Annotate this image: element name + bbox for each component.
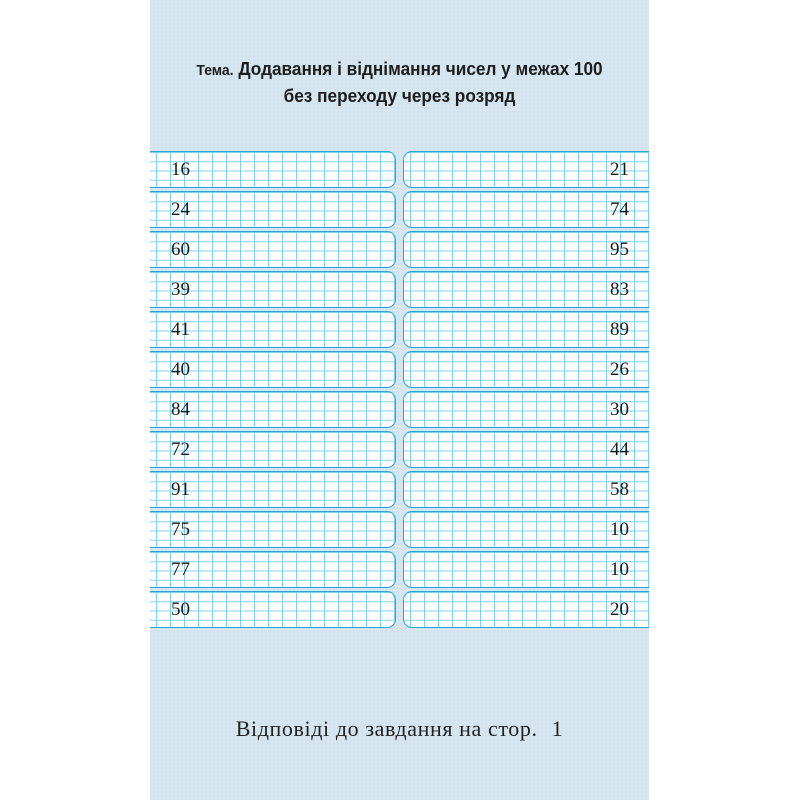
answer-row: [150, 431, 649, 468]
right-answer-number: 10: [610, 519, 629, 540]
right-answer-box: [403, 231, 649, 268]
right-answer-number: 10: [610, 559, 629, 580]
answer-row: [150, 391, 649, 428]
title-line-1: [167, 56, 631, 83]
left-answer-box: [150, 191, 396, 228]
answer-row: [150, 351, 649, 388]
worksheet-page: [150, 0, 649, 800]
right-answer-box: [403, 511, 649, 548]
answers-label: Відповіді до завдання на стор.: [235, 716, 538, 741]
left-answer-number: 24: [171, 199, 190, 220]
left-answer-box: [150, 311, 396, 348]
right-answer-box: [403, 391, 649, 428]
left-answer-box: [150, 591, 396, 628]
left-answer-number: 39: [171, 279, 190, 300]
left-answer-box: [150, 551, 396, 588]
right-answer-box: [403, 591, 649, 628]
left-answer-box: [150, 151, 396, 188]
left-answer-number: 60: [171, 239, 190, 260]
answer-row: [150, 151, 649, 188]
answer-row: [150, 591, 649, 628]
left-answer-number: 41: [171, 319, 190, 340]
left-answer-box: [150, 431, 396, 468]
right-answer-number: 74: [610, 199, 629, 220]
left-answer-number: 50: [171, 599, 190, 620]
left-answer-number: 16: [171, 159, 190, 180]
right-answer-number: 58: [610, 479, 629, 500]
title-line-2: без переходу через розряд: [283, 85, 516, 106]
answer-row: [150, 511, 649, 548]
right-answer-number: 26: [610, 359, 629, 380]
left-answer-number: 72: [171, 439, 190, 460]
left-answer-number: 75: [171, 519, 190, 540]
answer-row: [150, 191, 649, 228]
right-answer-number: 20: [610, 599, 629, 620]
left-answer-box: [150, 391, 396, 428]
right-answer-box: [403, 311, 649, 348]
title-text: Додавання і віднімання чисел у межах 100: [238, 58, 603, 79]
answers-page-number: 1: [551, 716, 564, 741]
right-answer-box: [403, 551, 649, 588]
left-answer-number: 84: [171, 399, 190, 420]
right-answer-number: 95: [610, 239, 629, 260]
left-answer-number: 91: [171, 479, 190, 500]
answer-row: [150, 551, 649, 588]
title-lead: Тема.: [196, 62, 234, 79]
right-answer-number: 44: [610, 439, 629, 460]
answer-row: [150, 471, 649, 508]
left-answer-number: 77: [171, 559, 190, 580]
left-answer-box: [150, 511, 396, 548]
right-answer-number: 21: [610, 159, 629, 180]
right-answer-number: 30: [610, 399, 629, 420]
right-answer-box: [403, 351, 649, 388]
answer-row: [150, 311, 649, 348]
right-answer-box: [403, 471, 649, 508]
right-answer-box: [403, 151, 649, 188]
left-answer-box: [150, 231, 396, 268]
answers-footer: [150, 716, 649, 742]
answer-row: [150, 231, 649, 268]
left-answer-box: [150, 471, 396, 508]
right-answer-box: [403, 431, 649, 468]
left-answer-number: 40: [171, 359, 190, 380]
right-answer-box: [403, 191, 649, 228]
right-answer-number: 89: [610, 319, 629, 340]
right-answer-box: [403, 271, 649, 308]
answer-row: [150, 271, 649, 308]
left-answer-box: [150, 271, 396, 308]
right-answer-number: 83: [610, 279, 629, 300]
page-title: [167, 56, 631, 108]
left-answer-box: [150, 351, 396, 388]
